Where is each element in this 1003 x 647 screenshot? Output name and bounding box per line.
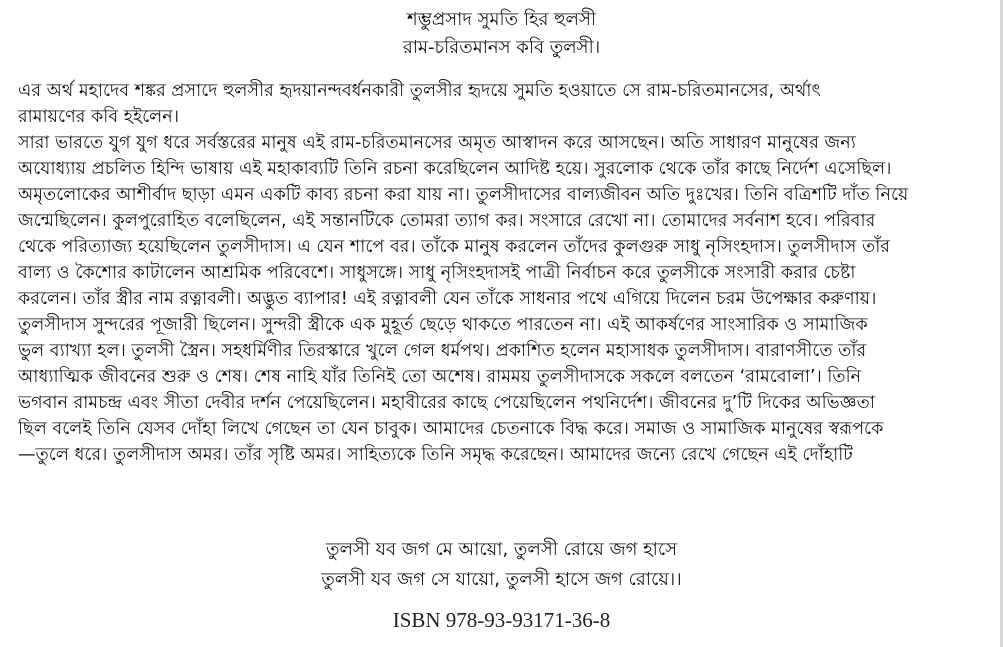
body-line: সারা ভারতে যুগ যুগ ধরে সর্বস্তরের মানুষ এই রাম-চরিতমানসের অমৃত আস্বাদন করে আসছেন। অতি সাধারণ মানুষের জন্য	[18, 133, 856, 153]
body-line: ভুল ব্যাখ্যা হল। তুলসী স্ত্রৈন। সহধর্মিণীর তিরস্কারে খুলে গেল ধর্মপথ। প্রকাশিত হলেন মহাসাধক তুলসীদাস। বারাণসীতে তাঁর	[18, 341, 867, 361]
body-line: এর অর্থ মহাদেব শঙ্কর প্রসাদে হুলসীর হৃদয়ানন্দবর্ধনকারী তুলসীর হৃদয়ে সুমতি হওয়াতে সে রাম-চরিতমানসের, অর্থাৎ	[18, 81, 821, 101]
body-line: বাল্য ও কৈশোর কাটালেন আশ্রমিক পরিবেশে। সাধুসঙ্গে। সাধু নৃসিংহদাসই পাত্রী নির্বাচন করে তুলসীকে সংসারী করার চেষ্টা	[18, 263, 856, 283]
body-line: আধ্যাত্মিক জীবনের শুরু ও শেষ। শেষ নাহি যাঁর তিনিই তো অশেষ। রামময় তুলসীদাসকে সকলে বলতেন ‘রামবোলা’। তিনি	[18, 367, 862, 387]
body-line: থেকে পরিত্যাজ্য হয়েছিলেন তুলসীদাস। এ যেন শাপে বর। তাঁকে মানুষ করলেন তাঁদের কুলগুরু সাধু নৃসিংহদাস। তুলসীদাস তাঁর	[18, 237, 890, 257]
verse-top-line-2: রাম-চরিতমানস কবি তুলসী।	[402, 37, 601, 58]
body-line: —তুলে ধরে। তুলসীদাস অমর। তাঁর সৃষ্টি অমর। সাহিত্যকে তিনি সমৃদ্ধ করেছেন। আমাদের জন্যে রেখে গেছেন এই দোঁহাটি	[18, 445, 853, 465]
verse-bottom-line-2: তুলসী যব জগ সে যায়ো, তুলসী হাসে জগ রোয়ে।।	[321, 569, 682, 590]
body-line: তুলসীদাস সুন্দরের পূজারী ছিলেন। সুন্দরী স্ত্রীকে এক মুহূর্ত ছেড়ে থাকতে পারতেন না। এই আকর্ষণের সাংসারিক ও সামাজিক	[18, 315, 868, 335]
body-line: ভগবান রামচন্দ্র এবং সীতা দেবীর দর্শন পেয়েছিলেন। মহাবীরের কাছে পেয়েছিলেন পথনির্দেশ। জীবনের দু’টি দিকের অভিজ্ঞতা	[18, 393, 875, 413]
body-line: অমৃতলোকের আশীর্বাদ ছাড়া এমন একটি কাব্য রচনা করা যায় না। তুলসীদাসের বাল্যজীবন অতি দুঃখের। তিনি বত্রিশটি দাঁত নিয়ে	[18, 185, 909, 205]
body-line: অযোধ্যায় প্রচলিত হিন্দি ভাষায় এই মহাকাব্যটি তিনি রচনা করেছিলেন আদিষ্ট হয়ে। সুরলোক থেকে তাঁর কাছে নির্দেশ এসেছিল।	[18, 159, 892, 179]
verse-bottom-line-1: তুলসী যব জগ মে আয়ো, তুলসী রোয়ে জগ হাসে	[325, 539, 677, 560]
verse-top-line-1: শম্ভুপ্রসাদ সুমতি হির হুলসী	[406, 9, 597, 30]
body-line: করলেন। তাঁর স্ত্রীর নাম রত্নাবলী। অদ্ভুত ব্যাপার! এই রত্নাবলী যেন তাঁকে সাধনার পথে এগিয়ে দিলেন চরম উপেক্ষার করুণায়।	[18, 289, 877, 309]
isbn-number: ISBN 978-93-93171-36-8	[392, 608, 611, 632]
body-paragraph	[18, 78, 988, 468]
body-line: ছিল বলেই তিনি যেসব দোঁহা লিখে গেছেন তা যেন চাবুক। আমাদের চেতনাকে বিদ্ধ করে। সমাজ ও সামাজিক মানুষের স্বরূপকে	[18, 419, 884, 439]
body-line: জন্মেছিলেন। কুলপুরোহিত বলেছিলেন, এই সন্তানটিকে তোমরা ত্যাগ কর। সংসারে রেখো না। তোমাদের সর্বনাশ হবে। পরিবার	[18, 211, 876, 231]
body-line: রামায়ণের কবি হইলেন।	[18, 107, 180, 127]
